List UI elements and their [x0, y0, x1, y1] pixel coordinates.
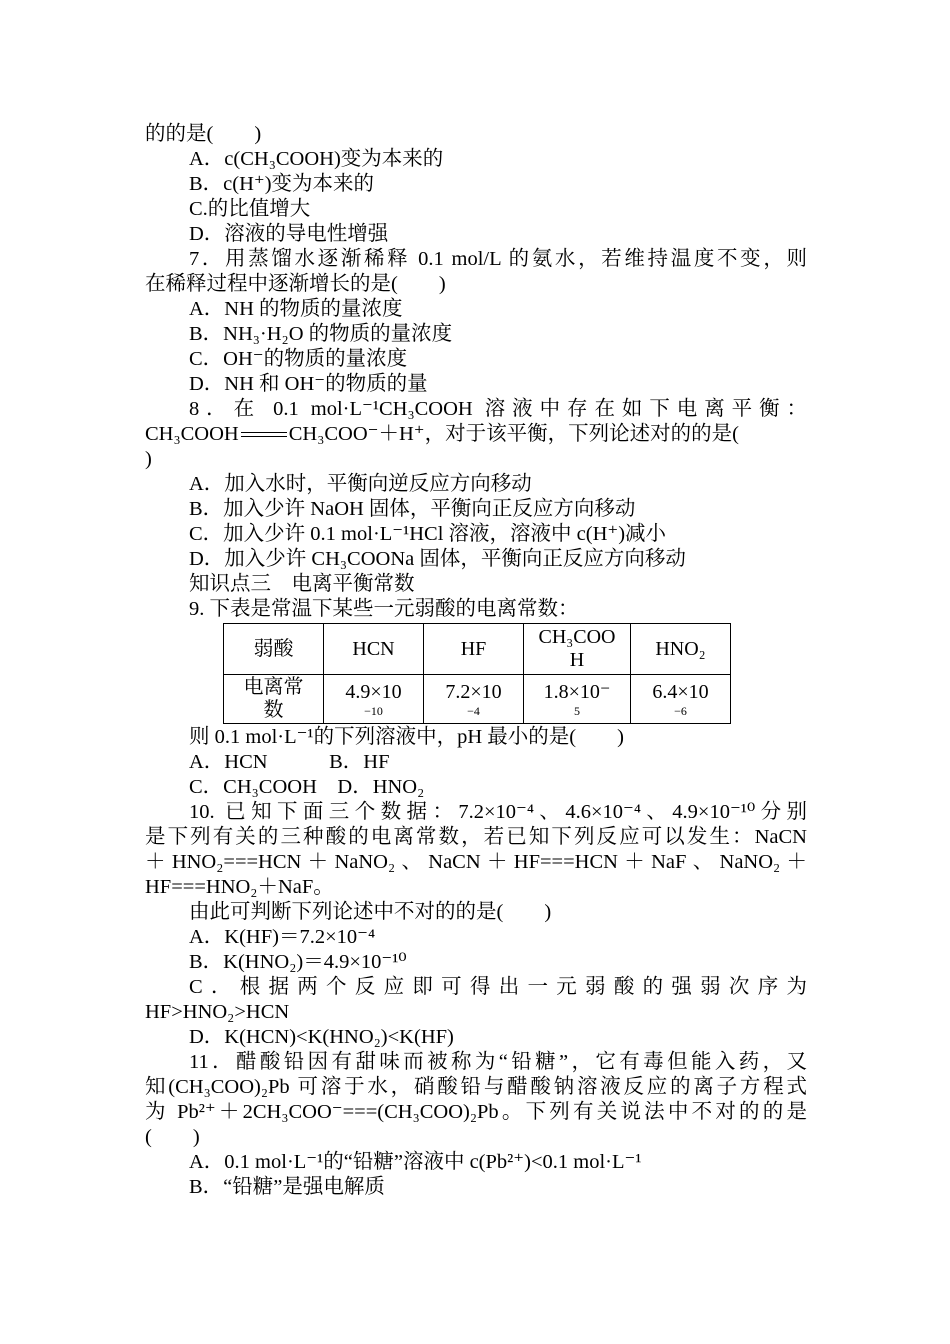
value-cell: 4.9×10 −10: [324, 675, 424, 724]
q7-option-d: D．NH 和 OH⁻的物质的量: [189, 373, 428, 395]
table-row: [224, 675, 731, 724]
question-10-ask: 由此可判断下列论述中不对的的是( ): [189, 901, 552, 923]
q10-option-a: A．K(HF)＝7.2×10⁻⁴: [189, 926, 376, 948]
q7-option-c: C．OH⁻的物质的量浓度: [189, 348, 408, 370]
q7-option-b: B．NH₃·H₂O 的物质的量浓度: [189, 323, 453, 345]
header-cell: CH₃COO H: [524, 624, 631, 675]
question-11-stem-cont: 知(CH₃COO)₂Pb 可溶于水，硝酸铅与醋酸钠溶液反应的离子方程式: [145, 1076, 807, 1098]
q6-option-a: A．c(CH₃COOH)变为本来的: [189, 148, 444, 170]
question-10-reactions-end: HF===HNO₂＋NaF。: [145, 876, 334, 898]
question-8-stem: 8．在 0.1 mol·L⁻¹CH₃COOH 溶液中存在如下电离平衡：: [189, 398, 807, 420]
q10-option-c-cont: HF>HNO₂>HCN: [145, 1001, 290, 1023]
section-heading: 知识点三 电离平衡常数: [189, 573, 415, 595]
question-8-stem-end: ): [145, 448, 152, 470]
q6-option-d: D．溶液的导电性增强: [189, 223, 389, 245]
header-cell: 弱酸: [224, 624, 324, 675]
document-page: [145, 122, 807, 1200]
header-cell: HF: [424, 624, 524, 675]
q8-option-c: C．加入少许 0.1 mol·L⁻¹HCl 溶液，溶液中 c(H⁺)减小: [189, 523, 667, 545]
q11-option-b: B．“铅糖”是强电解质: [189, 1176, 385, 1198]
question-11-stem: 11．醋酸铅因有甜味而被称为“铅糖”，它有毒但能入药，又: [189, 1051, 807, 1073]
q6-option-b: B．c(H⁺)变为本来的: [189, 173, 375, 195]
question-10-stem: 10. 已知下面三个数据：7.2×10⁻⁴、4.6×10⁻⁴、4.9×10⁻¹⁰分别: [189, 801, 807, 823]
question-10-stem-cont: 是下列有关的三种酸的电离常数，若已知下列反应可以发生：NaCN: [145, 826, 807, 848]
value-cell: 7.2×10 −4: [424, 675, 524, 724]
question-9-stem: 9. 下表是常温下某些一元弱酸的电离常数：: [189, 598, 579, 620]
question-10-reactions: ＋HNO₂===HCN＋NaNO₂、NaCN＋HF===HCN＋NaF、NaNO₂＋: [145, 851, 807, 873]
q8-option-b: B．加入少许 NaOH 固体，平衡向正反应方向移动: [189, 498, 636, 520]
question-7-stem-cont: 在稀释过程中逐渐增长的是( ): [145, 273, 446, 295]
q9-options-cd: C．CH₃COOH D．HNO₂: [189, 776, 425, 798]
equation-right: CH₃COO⁻＋H⁺，对于该平衡，下列论述对的的是(: [288, 423, 739, 445]
q10-option-c: C．根据两个反应即可得出一元弱酸的强弱次序为: [189, 976, 807, 998]
question-7-stem: 7．用蒸馏水逐渐稀释 0.1 mol/L 的氨水，若维持温度不变，则: [189, 248, 807, 270]
q7-option-a: A．NH 的物质的量浓度: [189, 298, 403, 320]
question-8-equation: [145, 422, 807, 447]
q10-option-b: B．K(HNO₂)＝4.9×10⁻¹⁰: [189, 951, 407, 973]
equation-left: CH₃COOH: [145, 423, 239, 445]
q8-option-a: A．加入水时，平衡向逆反应方向移动: [189, 473, 532, 495]
row-label-cell: 电离常 数: [224, 675, 324, 724]
header-cell: HCN: [324, 624, 424, 675]
q6-option-c: C.的比值增大: [189, 198, 311, 220]
value-cell: 1.8×10⁻ 5: [524, 675, 631, 724]
header-cell: HNO₂: [631, 624, 731, 675]
value-cell: 6.4×10 −6: [631, 675, 731, 724]
question-11-stem-end: ( ): [145, 1126, 200, 1148]
q11-option-a: A．0.1 mol·L⁻¹的“铅糖”溶液中 c(Pb²⁺)<0.1 mol·L⁻¹: [189, 1151, 642, 1173]
table-header-row: [224, 624, 731, 675]
question-6-stem-end: 的的是( ): [145, 123, 262, 145]
q8-option-d: D．加入少许 CH₃COONa 固体，平衡向正反应方向移动: [189, 548, 686, 570]
question-11-equation: 为 Pb²⁺＋2CH₃COO⁻===(CH₃COO)₂Pb。下列有关说法中不对的的是: [145, 1101, 807, 1123]
q10-option-d: D．K(HCN)<K(HNO₂)<K(HF): [189, 1026, 454, 1048]
reversible-arrow-icon: [239, 422, 289, 447]
ionization-constant-table: [223, 623, 731, 724]
q9-options-ab: A．HCN B．HF: [189, 751, 390, 773]
question-9-ask: 则 0.1 mol·L⁻¹的下列溶液中，pH 最小的是( ): [189, 726, 624, 748]
